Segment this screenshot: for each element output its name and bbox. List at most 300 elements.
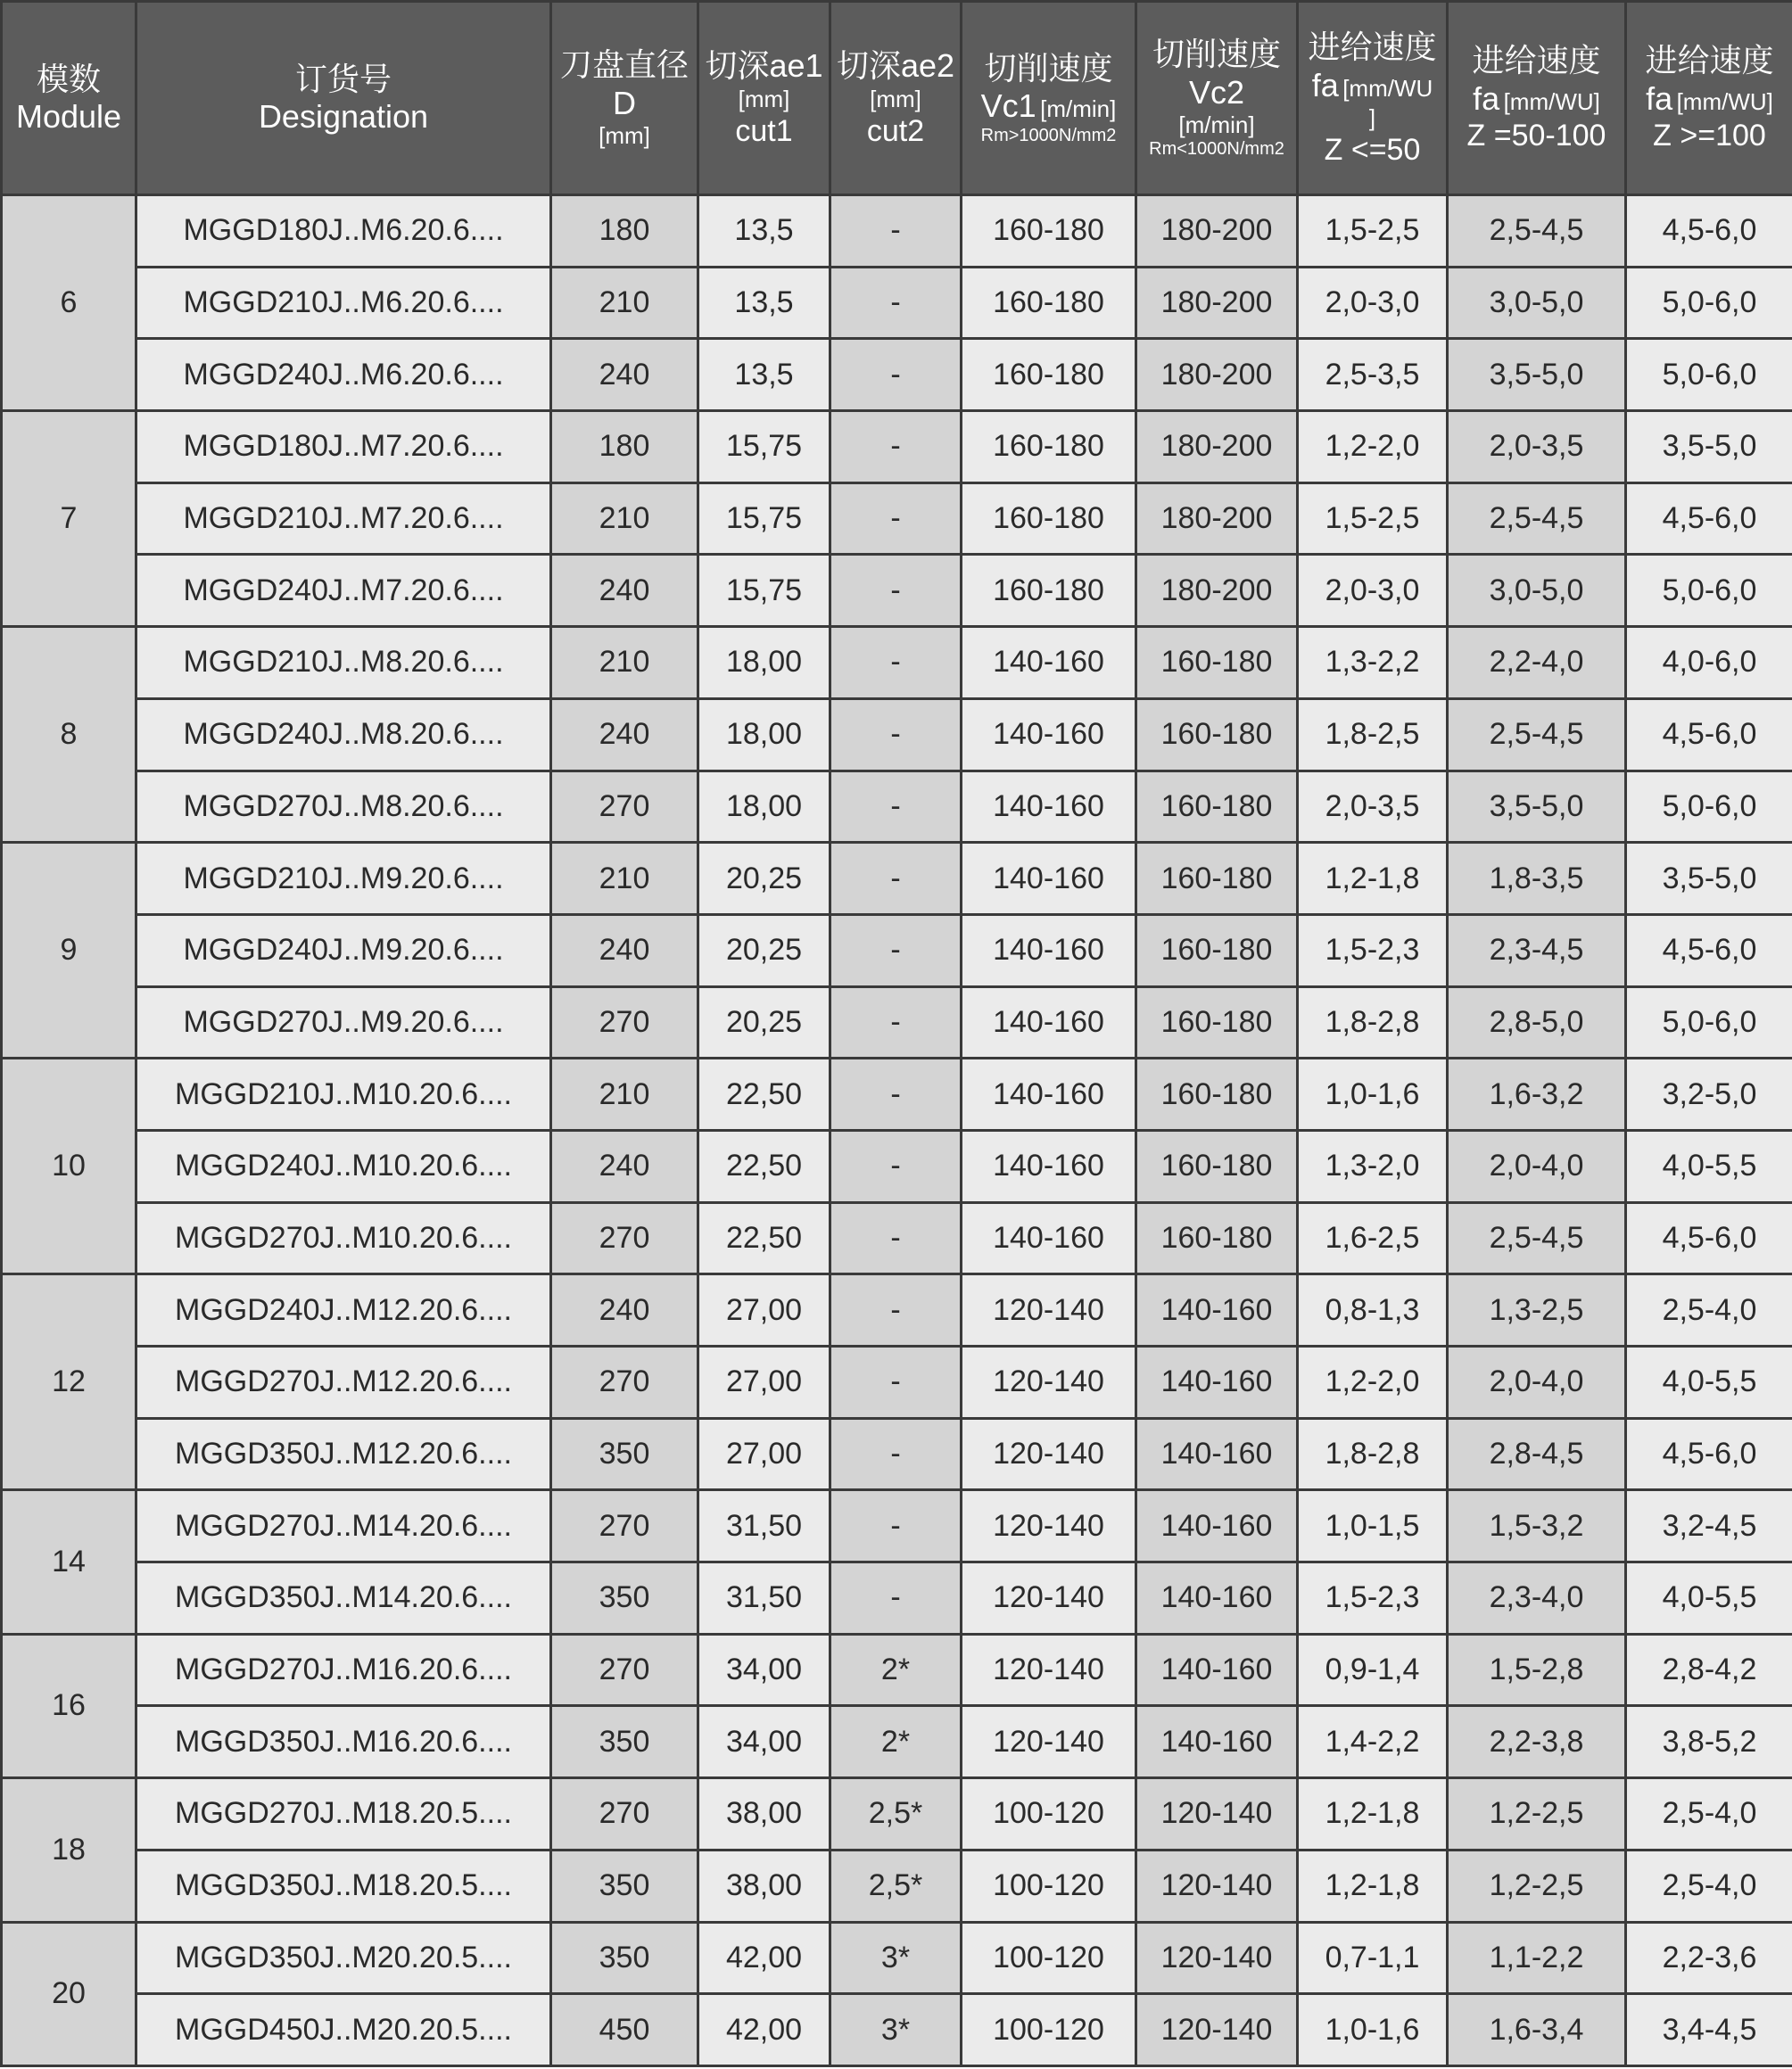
fa-z50-cell: 1,2-2,0 — [1298, 1347, 1448, 1419]
header-vc2-zh: 切削速度 — [1152, 36, 1281, 73]
diameter-cell: 350 — [551, 1418, 698, 1490]
fa-z50-100-cell: 2,5-4,5 — [1448, 698, 1626, 771]
diameter-cell: 270 — [551, 1778, 698, 1851]
module-cell: 16 — [2, 1634, 136, 1777]
table-row — [2, 1850, 1792, 1922]
vc2-cell: 120-140 — [1136, 1994, 1298, 2066]
diameter-cell: 240 — [551, 1130, 698, 1202]
vc2-cell: 160-180 — [1136, 627, 1298, 699]
table-header — [2, 2, 1792, 195]
diameter-cell: 240 — [551, 698, 698, 771]
vc2-cell: 180-200 — [1136, 195, 1298, 268]
fa-z50-100-cell: 1,8-3,5 — [1448, 843, 1626, 915]
cut2-cell: - — [830, 1059, 962, 1131]
designation-cell: MGGD270J..M18.20.5.... — [136, 1778, 551, 1851]
cut2-cell: - — [830, 1562, 962, 1635]
vc2-cell: 140-160 — [1136, 1418, 1298, 1490]
cut1-cell: 31,50 — [698, 1490, 830, 1562]
vc2-cell: 140-160 — [1136, 1274, 1298, 1347]
vc1-cell: 120-140 — [962, 1562, 1136, 1635]
vc1-cell: 100-120 — [962, 1922, 1136, 1994]
designation-cell: MGGD350J..M12.20.6.... — [136, 1418, 551, 1490]
cut2-cell: - — [830, 771, 962, 843]
vc2-cell: 140-160 — [1136, 1634, 1298, 1706]
vc2-cell: 180-200 — [1136, 267, 1298, 339]
cut2-cell: - — [830, 1418, 962, 1490]
designation-cell: MGGD450J..M20.20.5.... — [136, 1994, 551, 2066]
vc1-cell: 140-160 — [962, 771, 1136, 843]
header-fa1-symbol: fa — [1311, 66, 1339, 103]
fa-z100-cell: 2,2-3,6 — [1626, 1922, 1792, 1994]
fa-z50-cell: 1,0-1,5 — [1298, 1490, 1448, 1562]
cut1-cell: 38,00 — [698, 1850, 830, 1922]
fa-z100-cell: 5,0-6,0 — [1626, 771, 1792, 843]
cut1-cell: 38,00 — [698, 1778, 830, 1851]
cut2-cell: - — [830, 1202, 962, 1274]
table-row — [2, 1562, 1792, 1635]
header-vc2 — [1136, 2, 1298, 195]
module-cell: 8 — [2, 627, 136, 843]
header-module — [2, 2, 136, 195]
fa-z50-cell: 1,0-1,6 — [1298, 1059, 1448, 1131]
vc2-cell: 160-180 — [1136, 698, 1298, 771]
diameter-cell: 180 — [551, 411, 698, 483]
diameter-cell: 240 — [551, 555, 698, 627]
cut2-cell: - — [830, 267, 962, 339]
fa-z50-cell: 1,5-2,3 — [1298, 1562, 1448, 1635]
fa-z50-100-cell: 1,6-3,2 — [1448, 1059, 1626, 1131]
table-row — [2, 1202, 1792, 1274]
diameter-cell: 210 — [551, 482, 698, 555]
vc1-cell: 140-160 — [962, 986, 1136, 1059]
designation-cell: MGGD270J..M12.20.6.... — [136, 1347, 551, 1419]
vc1-cell: 140-160 — [962, 698, 1136, 771]
cut1-cell: 13,5 — [698, 267, 830, 339]
fa-z100-cell: 5,0-6,0 — [1626, 267, 1792, 339]
fa-z100-cell: 4,0-5,5 — [1626, 1562, 1792, 1635]
diameter-cell: 350 — [551, 1706, 698, 1778]
vc1-cell: 140-160 — [962, 627, 1136, 699]
fa-z50-100-cell: 1,1-2,2 — [1448, 1922, 1626, 1994]
cut1-cell: 15,75 — [698, 482, 830, 555]
cut1-cell: 15,75 — [698, 411, 830, 483]
header-cut1-unit: [mm] — [738, 85, 790, 112]
fa-z100-cell: 2,5-4,0 — [1626, 1274, 1792, 1347]
cut1-cell: 20,25 — [698, 914, 830, 986]
vc1-cell: 120-140 — [962, 1634, 1136, 1706]
header-fa1-condition: Z <=50 — [1324, 132, 1421, 167]
table-row — [2, 411, 1792, 483]
designation-cell: MGGD210J..M9.20.6.... — [136, 843, 551, 915]
header-vc2-note: Rm<1000N/mm2 — [1149, 139, 1284, 159]
fa-z50-100-cell: 2,8-5,0 — [1448, 986, 1626, 1059]
diameter-cell: 350 — [551, 1562, 698, 1635]
diameter-cell: 240 — [551, 339, 698, 411]
header-fa1-unit: [mm/WU — [1342, 74, 1433, 102]
diameter-cell: 270 — [551, 1634, 698, 1706]
vc2-cell: 160-180 — [1136, 1059, 1298, 1131]
fa-z50-100-cell: 2,5-4,5 — [1448, 482, 1626, 555]
fa-z100-cell: 2,5-4,0 — [1626, 1778, 1792, 1851]
vc1-cell: 100-120 — [962, 1850, 1136, 1922]
fa-z100-cell: 4,5-6,0 — [1626, 914, 1792, 986]
diameter-cell: 210 — [551, 267, 698, 339]
diameter-cell: 350 — [551, 1850, 698, 1922]
header-row — [2, 2, 1792, 195]
vc2-cell: 140-160 — [1136, 1706, 1298, 1778]
fa-z50-100-cell: 1,6-3,4 — [1448, 1994, 1626, 2066]
vc1-cell: 160-180 — [962, 482, 1136, 555]
vc1-cell: 160-180 — [962, 195, 1136, 268]
cut2-cell: 3* — [830, 1994, 962, 2066]
vc2-cell: 140-160 — [1136, 1347, 1298, 1419]
designation-cell: MGGD240J..M12.20.6.... — [136, 1274, 551, 1347]
module-cell: 10 — [2, 1059, 136, 1274]
table-row — [2, 555, 1792, 627]
fa-z100-cell: 2,8-4,2 — [1626, 1634, 1792, 1706]
designation-cell: MGGD240J..M10.20.6.... — [136, 1130, 551, 1202]
designation-cell: MGGD350J..M14.20.6.... — [136, 1562, 551, 1635]
header-diameter-zh: 刀盘直径 — [559, 46, 689, 84]
designation-cell: MGGD270J..M14.20.6.... — [136, 1490, 551, 1562]
header-fa2-zh: 进给速度 — [1472, 42, 1601, 79]
vc1-cell: 160-180 — [962, 339, 1136, 411]
table-row — [2, 698, 1792, 771]
fa-z50-100-cell: 1,2-2,5 — [1448, 1850, 1626, 1922]
diameter-cell: 270 — [551, 1202, 698, 1274]
fa-z50-cell: 1,6-2,5 — [1298, 1202, 1448, 1274]
fa-z50-cell: 1,8-2,5 — [1298, 698, 1448, 771]
fa-z100-cell: 4,0-6,0 — [1626, 627, 1792, 699]
header-vc2-unit: [m/min] — [1178, 111, 1255, 139]
header-cut1-code: cut1 — [735, 113, 793, 148]
vc1-cell: 140-160 — [962, 843, 1136, 915]
designation-cell: MGGD270J..M8.20.6.... — [136, 771, 551, 843]
vc1-cell: 160-180 — [962, 267, 1136, 339]
cut2-cell: - — [830, 411, 962, 483]
vc1-cell: 120-140 — [962, 1490, 1136, 1562]
fa-z50-100-cell: 2,5-4,5 — [1448, 195, 1626, 268]
cut2-cell: - — [830, 627, 962, 699]
cut2-cell: - — [830, 698, 962, 771]
fa-z50-100-cell: 2,8-4,5 — [1448, 1418, 1626, 1490]
cut2-cell: - — [830, 1490, 962, 1562]
diameter-cell: 450 — [551, 1994, 698, 2066]
fa-z50-cell: 1,3-2,2 — [1298, 627, 1448, 699]
vc2-cell: 180-200 — [1136, 411, 1298, 483]
header-fa1-zh: 进给速度 — [1308, 29, 1437, 66]
designation-cell: MGGD240J..M8.20.6.... — [136, 698, 551, 771]
header-module-en: Module — [15, 98, 122, 135]
cut1-cell: 18,00 — [698, 698, 830, 771]
diameter-cell: 270 — [551, 771, 698, 843]
designation-cell: MGGD350J..M20.20.5.... — [136, 1922, 551, 1994]
header-designation — [136, 2, 551, 195]
table-row — [2, 482, 1792, 555]
fa-z100-cell: 5,0-6,0 — [1626, 555, 1792, 627]
fa-z50-100-cell: 2,5-4,5 — [1448, 1202, 1626, 1274]
fa-z50-cell: 2,0-3,0 — [1298, 267, 1448, 339]
header-designation-zh: 订货号 — [294, 60, 392, 97]
table-body — [2, 195, 1792, 2066]
header-cut2-unit: [mm] — [870, 85, 921, 112]
fa-z50-100-cell: 2,0-3,5 — [1448, 411, 1626, 483]
fa-z50-cell: 0,9-1,4 — [1298, 1634, 1448, 1706]
diameter-cell: 270 — [551, 1347, 698, 1419]
cut2-cell: - — [830, 986, 962, 1059]
header-fa2 — [1448, 2, 1626, 195]
fa-z50-cell: 1,5-2,5 — [1298, 482, 1448, 555]
header-fa2-symbol: fa — [1473, 79, 1500, 117]
header-fa3 — [1626, 2, 1792, 195]
fa-z50-100-cell: 2,0-4,0 — [1448, 1130, 1626, 1202]
vc2-cell: 160-180 — [1136, 986, 1298, 1059]
header-vc2-symbol: Vc2 — [1188, 73, 1245, 111]
table-row — [2, 771, 1792, 843]
vc2-cell: 160-180 — [1136, 1130, 1298, 1202]
module-cell: 12 — [2, 1274, 136, 1490]
table-row — [2, 1059, 1792, 1131]
cut1-cell: 22,50 — [698, 1130, 830, 1202]
vc2-cell: 160-180 — [1136, 843, 1298, 915]
vc1-cell: 120-140 — [962, 1418, 1136, 1490]
fa-z100-cell: 3,5-5,0 — [1626, 411, 1792, 483]
vc2-cell: 160-180 — [1136, 1202, 1298, 1274]
header-vc1-note: Rm>1000N/mm2 — [980, 125, 1117, 145]
table-row — [2, 1274, 1792, 1347]
header-cut2 — [830, 2, 962, 195]
fa-z50-cell: 2,0-3,0 — [1298, 555, 1448, 627]
cut2-cell: - — [830, 1130, 962, 1202]
fa-z50-cell: 1,2-1,8 — [1298, 1778, 1448, 1851]
header-vc1-unit: [m/min] — [1040, 95, 1117, 123]
cut2-cell: - — [830, 914, 962, 986]
cut2-cell: - — [830, 339, 962, 411]
diameter-cell: 350 — [551, 1922, 698, 1994]
vc2-cell: 120-140 — [1136, 1922, 1298, 1994]
fa-z100-cell: 4,0-5,5 — [1626, 1130, 1792, 1202]
vc1-cell: 140-160 — [962, 1130, 1136, 1202]
vc2-cell: 120-140 — [1136, 1778, 1298, 1851]
header-module-zh: 模数 — [36, 60, 101, 97]
fa-z50-100-cell: 2,2-4,0 — [1448, 627, 1626, 699]
fa-z100-cell: 4,0-5,5 — [1626, 1347, 1792, 1419]
table-row — [2, 1347, 1792, 1419]
table-row — [2, 1490, 1792, 1562]
cut1-cell: 27,00 — [698, 1418, 830, 1490]
header-fa3-condition: Z >=100 — [1653, 119, 1766, 153]
header-fa2-unit: [mm/WU] — [1503, 87, 1600, 115]
table-row — [2, 1922, 1792, 1994]
cut1-cell: 27,00 — [698, 1274, 830, 1347]
vc2-cell: 140-160 — [1136, 1562, 1298, 1635]
diameter-cell: 240 — [551, 1274, 698, 1347]
header-diameter-symbol: D — [613, 84, 636, 121]
fa-z100-cell: 3,5-5,0 — [1626, 843, 1792, 915]
designation-cell: MGGD180J..M6.20.6.... — [136, 195, 551, 268]
cut1-cell: 31,50 — [698, 1562, 830, 1635]
vc2-cell: 180-200 — [1136, 555, 1298, 627]
fa-z100-cell: 4,5-6,0 — [1626, 482, 1792, 555]
cut1-cell: 13,5 — [698, 195, 830, 268]
table-row — [2, 914, 1792, 986]
header-vc1-zh: 切削速度 — [984, 49, 1113, 87]
diameter-cell: 270 — [551, 986, 698, 1059]
cut2-cell: - — [830, 843, 962, 915]
cut1-cell: 34,00 — [698, 1706, 830, 1778]
table-row — [2, 1418, 1792, 1490]
fa-z50-cell: 1,4-2,2 — [1298, 1706, 1448, 1778]
fa-z50-100-cell: 2,3-4,0 — [1448, 1562, 1626, 1635]
cut2-cell: - — [830, 1347, 962, 1419]
vc2-cell: 120-140 — [1136, 1850, 1298, 1922]
fa-z50-cell: 1,2-1,8 — [1298, 843, 1448, 915]
designation-cell: MGGD210J..M7.20.6.... — [136, 482, 551, 555]
module-cell: 14 — [2, 1490, 136, 1634]
fa-z50-cell: 0,8-1,3 — [1298, 1274, 1448, 1347]
cut2-cell: - — [830, 482, 962, 555]
fa-z50-cell: 1,2-2,0 — [1298, 411, 1448, 483]
cut2-cell: 3* — [830, 1922, 962, 1994]
fa-z50-100-cell: 1,3-2,5 — [1448, 1274, 1626, 1347]
fa-z100-cell: 5,0-6,0 — [1626, 986, 1792, 1059]
table-row — [2, 267, 1792, 339]
vc1-cell: 100-120 — [962, 1994, 1136, 2066]
header-designation-en: Designation — [258, 98, 429, 135]
header-cut1-zh: 切深ae1 — [705, 47, 823, 85]
designation-cell: MGGD350J..M16.20.6.... — [136, 1706, 551, 1778]
cut1-cell: 20,25 — [698, 986, 830, 1059]
vc1-cell: 120-140 — [962, 1706, 1136, 1778]
module-cell: 6 — [2, 195, 136, 411]
diameter-cell: 240 — [551, 914, 698, 986]
fa-z50-cell: 1,5-2,5 — [1298, 195, 1448, 268]
fa-z50-100-cell: 3,5-5,0 — [1448, 771, 1626, 843]
cut2-cell: - — [830, 555, 962, 627]
vc1-cell: 120-140 — [962, 1347, 1136, 1419]
vc1-cell: 160-180 — [962, 555, 1136, 627]
header-diameter — [551, 2, 698, 195]
fa-z50-100-cell: 3,0-5,0 — [1448, 555, 1626, 627]
fa-z50-100-cell: 2,0-4,0 — [1448, 1347, 1626, 1419]
fa-z50-cell: 2,0-3,5 — [1298, 771, 1448, 843]
cut2-cell: 2,5* — [830, 1778, 962, 1851]
fa-z100-cell: 4,5-6,0 — [1626, 698, 1792, 771]
table-row — [2, 627, 1792, 699]
fa-z50-100-cell: 3,0-5,0 — [1448, 267, 1626, 339]
header-diameter-unit: [mm] — [599, 122, 650, 150]
fa-z50-cell: 1,8-2,8 — [1298, 1418, 1448, 1490]
designation-cell: MGGD210J..M8.20.6.... — [136, 627, 551, 699]
designation-cell: MGGD240J..M6.20.6.... — [136, 339, 551, 411]
table-row — [2, 195, 1792, 268]
vc1-cell: 100-120 — [962, 1778, 1136, 1851]
vc2-cell: 180-200 — [1136, 482, 1298, 555]
fa-z50-cell: 1,8-2,8 — [1298, 986, 1448, 1059]
table-row — [2, 1706, 1792, 1778]
header-vc1-symbol: Vc1 — [980, 87, 1036, 125]
cut1-cell: 42,00 — [698, 1922, 830, 1994]
module-cell: 9 — [2, 843, 136, 1059]
fa-z100-cell: 2,5-4,0 — [1626, 1850, 1792, 1922]
cut1-cell: 13,5 — [698, 339, 830, 411]
header-fa1-unit-end: ] — [1368, 104, 1376, 132]
table-row — [2, 1994, 1792, 2066]
fa-z50-100-cell: 3,5-5,0 — [1448, 339, 1626, 411]
table-row — [2, 843, 1792, 915]
fa-z50-100-cell: 2,3-4,5 — [1448, 914, 1626, 986]
fa-z50-cell: 1,0-1,6 — [1298, 1994, 1448, 2066]
cut1-cell: 15,75 — [698, 555, 830, 627]
cut2-cell: 2* — [830, 1634, 962, 1706]
fa-z50-cell: 2,5-3,5 — [1298, 339, 1448, 411]
vc2-cell: 140-160 — [1136, 1490, 1298, 1562]
vc1-cell: 140-160 — [962, 1059, 1136, 1131]
designation-cell: MGGD270J..M9.20.6.... — [136, 986, 551, 1059]
diameter-cell: 210 — [551, 843, 698, 915]
module-cell: 20 — [2, 1922, 136, 2066]
vc1-cell: 140-160 — [962, 1202, 1136, 1274]
header-fa3-symbol: fa — [1646, 79, 1673, 117]
fa-z50-cell: 0,7-1,1 — [1298, 1922, 1448, 1994]
cut1-cell: 18,00 — [698, 771, 830, 843]
table-row — [2, 1634, 1792, 1706]
vc2-cell: 180-200 — [1136, 339, 1298, 411]
designation-cell: MGGD240J..M7.20.6.... — [136, 555, 551, 627]
diameter-cell: 270 — [551, 1490, 698, 1562]
header-cut1 — [698, 2, 830, 195]
table-row — [2, 1130, 1792, 1202]
module-cell: 18 — [2, 1778, 136, 1922]
cut1-cell: 34,00 — [698, 1634, 830, 1706]
cut1-cell: 27,00 — [698, 1347, 830, 1419]
fa-z50-100-cell: 1,5-3,2 — [1448, 1490, 1626, 1562]
designation-cell: MGGD180J..M7.20.6.... — [136, 411, 551, 483]
diameter-cell: 210 — [551, 627, 698, 699]
vc1-cell: 140-160 — [962, 914, 1136, 986]
header-vc1 — [962, 2, 1136, 195]
designation-cell: MGGD240J..M9.20.6.... — [136, 914, 551, 986]
header-cut2-code: cut2 — [866, 113, 925, 148]
vc2-cell: 160-180 — [1136, 771, 1298, 843]
table-row — [2, 986, 1792, 1059]
diameter-cell: 210 — [551, 1059, 698, 1131]
fa-z50-100-cell: 2,2-3,8 — [1448, 1706, 1626, 1778]
header-fa3-zh: 进给速度 — [1645, 42, 1774, 79]
table-row — [2, 1778, 1792, 1851]
cut2-cell: - — [830, 195, 962, 268]
cut2-cell: 2* — [830, 1706, 962, 1778]
header-fa1 — [1298, 2, 1448, 195]
header-fa3-unit: [mm/WU] — [1676, 87, 1773, 115]
designation-cell: MGGD210J..M6.20.6.... — [136, 267, 551, 339]
designation-cell: MGGD270J..M10.20.6.... — [136, 1202, 551, 1274]
vc1-cell: 160-180 — [962, 411, 1136, 483]
fa-z100-cell: 4,5-6,0 — [1626, 195, 1792, 268]
fa-z100-cell: 3,2-5,0 — [1626, 1059, 1792, 1131]
fa-z100-cell: 3,8-5,2 — [1626, 1706, 1792, 1778]
fa-z100-cell: 3,4-4,5 — [1626, 1994, 1792, 2066]
cut2-cell: 2,5* — [830, 1850, 962, 1922]
cut1-cell: 42,00 — [698, 1994, 830, 2066]
fa-z100-cell: 3,2-4,5 — [1626, 1490, 1792, 1562]
cut2-cell: - — [830, 1274, 962, 1347]
fa-z50-cell: 1,3-2,0 — [1298, 1130, 1448, 1202]
cut1-cell: 22,50 — [698, 1202, 830, 1274]
fa-z50-100-cell: 1,2-2,5 — [1448, 1778, 1626, 1851]
designation-cell: MGGD210J..M10.20.6.... — [136, 1059, 551, 1131]
module-cell: 7 — [2, 411, 136, 627]
